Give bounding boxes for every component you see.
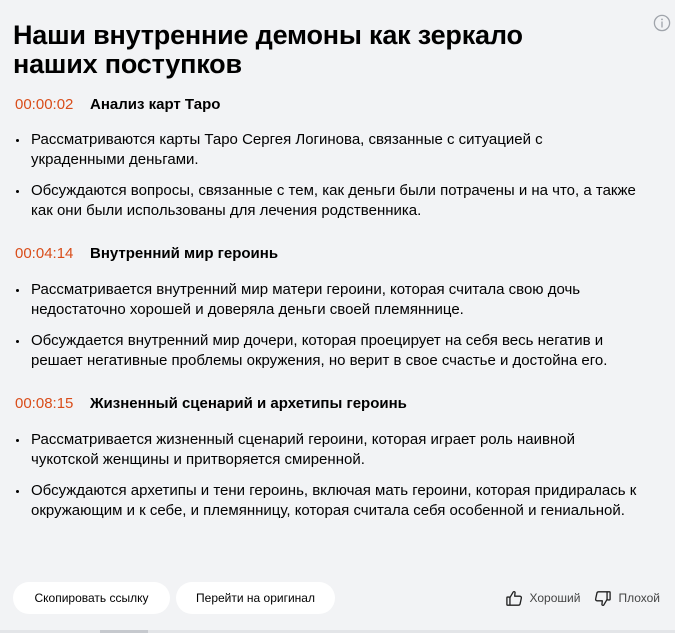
section-header bbox=[0, 391, 650, 415]
section-header bbox=[0, 241, 650, 265]
summary-section bbox=[0, 391, 650, 521]
bullet-item: Рассматривается жизненный сценарий героини, которая играет роль наивной чукотской женщины и притворяется смиренной. bbox=[0, 430, 650, 470]
bullet-item: Рассматривается внутренний мир матери героини, которая считала свою дочь недостаточно хорошей и доверяла деньги своей племяннице. bbox=[0, 280, 650, 320]
rate-good-label: Хороший bbox=[529, 591, 581, 605]
section-bullets bbox=[0, 130, 650, 221]
copy-link-button[interactable]: Скопировать ссылку bbox=[13, 582, 170, 614]
section-title: Внутренний мир героинь bbox=[90, 244, 279, 262]
section-header bbox=[0, 92, 650, 116]
bullet-item: Обсуждаются архетипы и тени героинь, включая мать героини, которая придиралась к окружающим и к себе, и племянницу, которая считала себя особенной и гениальной. bbox=[0, 481, 650, 521]
summary-content bbox=[0, 92, 650, 521]
rate-bad-button[interactable] bbox=[593, 582, 660, 614]
section-bullets bbox=[0, 280, 650, 371]
page-title: Наши внутренние демоны как зеркало наших поступков bbox=[13, 20, 523, 79]
section-bullets bbox=[0, 430, 650, 521]
bullet-item: Обсуждается внутренний мир дочери, которая проецирует на себя весь негатив и решает негативные проблемы окружения, но верит в свое счастье и достойна его. bbox=[0, 331, 650, 371]
section-title: Анализ карт Таро bbox=[90, 95, 221, 113]
section-timestamp[interactable]: 00:04:14 bbox=[15, 244, 74, 262]
rate-bad-label: Плохой bbox=[618, 591, 660, 605]
bullet-item: Рассматриваются карты Таро Сергея Логинова, связанные с ситуацией с украденными деньгами. bbox=[0, 130, 650, 170]
section-timestamp[interactable]: 00:00:02 bbox=[15, 95, 74, 113]
rate-good-button[interactable] bbox=[505, 582, 581, 614]
thumbs-down-icon bbox=[593, 589, 612, 608]
section-title: Жизненный сценарий и архетипы героинь bbox=[90, 394, 407, 412]
go-to-original-button[interactable]: Перейти на оригинал bbox=[176, 582, 335, 614]
bullet-item: Обсуждаются вопросы, связанные с тем, как деньги были потрачены и на что, а также как они были использованы для лечения родственника. bbox=[0, 181, 650, 221]
summary-section bbox=[0, 241, 650, 371]
section-timestamp[interactable]: 00:08:15 bbox=[15, 394, 74, 412]
info-icon[interactable] bbox=[653, 14, 671, 32]
summary-section bbox=[0, 92, 650, 221]
footer-actions bbox=[13, 582, 660, 614]
thumbs-up-icon bbox=[505, 589, 524, 608]
